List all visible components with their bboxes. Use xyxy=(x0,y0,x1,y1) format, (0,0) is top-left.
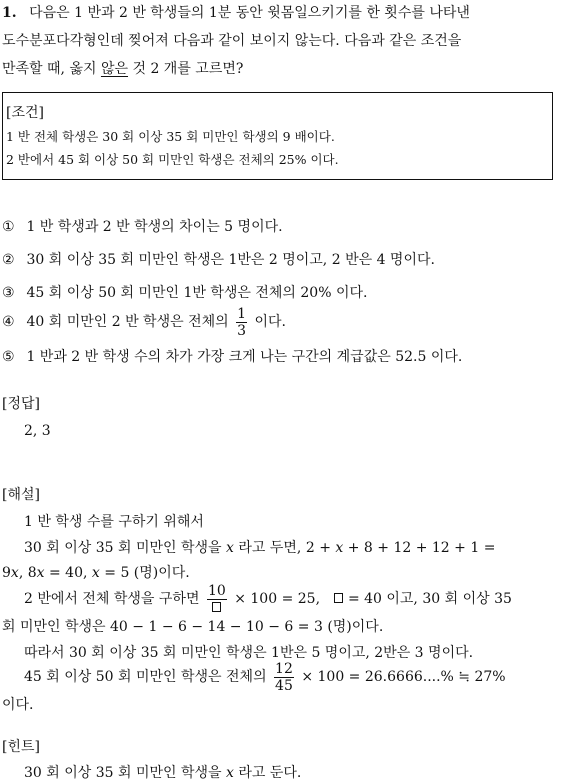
solution-frac-1-den xyxy=(207,600,227,615)
solution-line-8: 이다. xyxy=(2,697,34,713)
blank-square-icon xyxy=(334,593,343,603)
conditions-title: [조건] xyxy=(6,105,44,121)
variable-x: x xyxy=(91,565,100,581)
option-1-mark: ① xyxy=(2,219,15,235)
variable-x: x xyxy=(335,540,344,556)
question-number: 1. xyxy=(2,5,17,21)
condition-item-1: 1 반 전체 학생은 30 회 이상 35 회 미만인 학생의 9 배이다. xyxy=(6,129,335,144)
option-3 xyxy=(2,284,367,302)
solution-line-3d: = 5 (명)이다. xyxy=(99,565,190,581)
option-2-mark: ② xyxy=(2,252,15,268)
question-text-3-post: 것 2 개를 고르면? xyxy=(128,61,244,77)
solution-line-3c: = 40, xyxy=(44,565,92,581)
option-5-text: 1 반과 2 반 학생 수의 차가 가장 크게 나는 구간의 계급값은 52.5 이다. xyxy=(26,349,463,365)
hint-line-1a: 30 회 이상 35 회 미만인 학생을 xyxy=(24,765,227,781)
solution-line-3a: 9 xyxy=(2,565,11,581)
question-text-3-pre: 만족할 때, 옳지 xyxy=(2,61,101,77)
option-5 xyxy=(2,348,462,366)
variable-x: x xyxy=(36,565,45,581)
variable-x: x xyxy=(226,765,234,781)
solution-line-3b: , 8 xyxy=(18,565,37,581)
solution-line-1: 1 반 학생 수를 구하기 위해서 xyxy=(24,514,204,530)
solution-line-7b: × 100 = 26.6666....% ≒ 27% xyxy=(301,669,506,685)
hint-line-1b: 라고 둔다. xyxy=(233,765,302,781)
option-2-text: 30 회 이상 35 회 미만인 학생은 1반은 2 명이고, 2 반은 4 명이다. xyxy=(26,252,435,268)
hint-line-1 xyxy=(24,764,301,782)
option-2 xyxy=(2,251,435,269)
solution-line-2b: 라고 두면, 2 + xyxy=(233,540,336,556)
solution-fraction-1 xyxy=(207,584,227,615)
option-3-mark: ③ xyxy=(2,285,15,301)
option-4 xyxy=(2,305,286,339)
option-4-fraction xyxy=(236,307,247,338)
solution-line-4b: × 100 = 25, xyxy=(234,591,321,607)
solution-line-5: 회 미만인 학생은 40 − 1 − 6 − 14 − 10 − 6 = 3 (명)이다. xyxy=(2,619,384,635)
solution-line-4 xyxy=(24,582,512,616)
solution-frac-2-num: 12 xyxy=(275,660,293,677)
solution-line-2c: + 8 + 12 + 12 + 1 = xyxy=(343,540,496,556)
solution-line-2 xyxy=(24,539,495,557)
blank-square-icon xyxy=(212,602,221,612)
hint-title: [힌트] xyxy=(2,739,40,755)
option-4-frac-num: 1 xyxy=(237,305,247,322)
option-5-mark: ⑤ xyxy=(2,349,15,365)
solution-frac-2-den: 45 xyxy=(275,677,293,694)
solution-line-4a: 2 반에서 전체 학생을 구하면 xyxy=(24,591,200,607)
question-underlined-word: 않은 xyxy=(100,61,129,77)
solution-line-2a: 30 회 이상 35 회 미만인 학생을 xyxy=(24,540,227,556)
condition-item-2: 2 반에서 45 회 이상 50 회 미만인 학생은 전체의 25% 이다. xyxy=(6,152,339,167)
solution-line-7a: 45 회 이상 50 회 미만인 학생은 전체의 xyxy=(24,669,267,685)
solution-line-6: 따라서 30 회 이상 35 회 미만인 학생은 1반은 5 명이고, 2반은 3 명이다. xyxy=(24,645,474,661)
option-3-text: 45 회 이상 50 회 미만인 1반 학생은 전체의 20% 이다. xyxy=(26,285,368,301)
option-1 xyxy=(2,218,283,236)
option-4-frac-den: 3 xyxy=(237,322,247,339)
solution-title: [해설] xyxy=(2,487,40,503)
answer-title: [정답] xyxy=(2,396,40,412)
solution-line-3 xyxy=(2,564,190,582)
question-line-1 xyxy=(2,4,470,22)
option-4-mark: ④ xyxy=(2,314,15,330)
answer-value: 2, 3 xyxy=(24,423,51,439)
solution-fraction-2 xyxy=(274,662,294,693)
solution-frac-1-num: 10 xyxy=(207,582,226,599)
option-4-text-pre: 40 회 미만인 2 반 학생은 전체의 xyxy=(26,314,229,330)
question-line-2: 도수분포다각형인데 찢어져 다음과 같이 보이지 않는다. 다음과 같은 조건을 xyxy=(2,33,462,49)
option-4-text-post: 이다. xyxy=(254,314,286,330)
solution-line-4c: = 40 이고, 30 회 이상 35 xyxy=(347,591,512,607)
solution-line-7 xyxy=(24,660,506,694)
question-text-1: 다음은 1 반과 2 반 학생들의 1분 동안 윗몸일으키기를 한 횟수를 나타낸 xyxy=(29,5,470,21)
variable-x: x xyxy=(226,540,234,556)
variable-x: x xyxy=(10,565,19,581)
option-1-text: 1 반 학생과 2 반 학생의 차이는 5 명이다. xyxy=(26,219,283,235)
question-line-3 xyxy=(2,60,243,78)
